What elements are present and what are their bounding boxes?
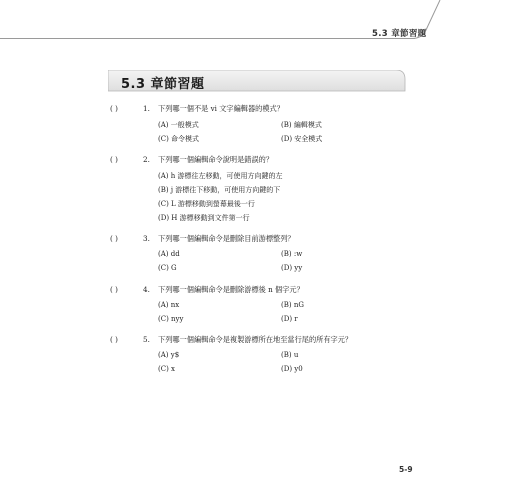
option-a: (A) h 游標往左移動，可使用方向鍵的左 [158,172,283,180]
running-header-title: 5.3 章節習題 [372,29,427,39]
question-text: 下列哪一個編輯命令是刪除目前游標整列？ [158,234,295,243]
question-stem [108,233,408,247]
option-d: (D) r [281,315,298,323]
option-b: (B) j 游標往下移動，可使用方向鍵的下 [158,186,281,194]
question-1 [108,103,408,143]
option-c: (C) L 游標移動到螢幕最後一行 [158,200,255,208]
page-number: 5-9 [399,465,413,474]
question-4 [108,284,408,323]
option-d: (D) 安全模式 [281,135,323,143]
answer-blank: ( ) [110,285,118,294]
option-a: (A) nx [158,301,180,309]
option-c: (C) nyy [158,315,184,323]
option-d: (D) y0 [281,365,303,373]
question-text: 下列哪一個編輯命令是複製游標所在地至當行尾的所有字元？ [158,335,353,344]
question-3 [108,233,408,272]
question-2 [108,154,408,222]
option-b: (B) 編輯模式 [281,121,322,129]
question-number: 3. [143,234,150,243]
option-a: (A) 一般模式 [158,121,199,129]
question-5 [108,334,408,373]
answer-blank: ( ) [110,335,118,344]
section-title: 5.3 章節習題 [121,77,205,92]
question-text: 下列哪一個編輯命令是刪除游標後 n 個字元？ [158,285,304,294]
option-b: (B) u [281,351,299,359]
question-stem [108,334,408,348]
answer-blank: ( ) [110,155,118,164]
answer-blank: ( ) [110,234,118,243]
question-stem [108,284,408,298]
question-text: 下列哪一個不是 vi 文字編輯器的模式？ [158,104,284,113]
question-stem [108,154,408,168]
option-c: (C) 命令模式 [158,135,200,143]
running-header [0,0,520,44]
option-a: (A) y$ [158,351,180,359]
option-a: (A) dd [158,250,180,258]
option-c: (C) G [158,264,177,272]
question-number: 4. [143,285,150,294]
header-rule [0,38,415,39]
option-c: (C) x [158,365,175,373]
option-b: (B) nG [281,301,304,309]
question-stem [108,103,408,117]
option-d: (D) yy [281,264,303,272]
question-number: 1. [143,104,150,113]
option-d: (D) H 游標移動到文件第一行 [158,214,250,222]
question-number: 2. [143,155,150,164]
question-number: 5. [143,335,150,344]
option-b: (B) :w [281,250,303,258]
answer-blank: ( ) [110,104,118,113]
question-text: 下列哪一個編輯命令說明是錯誤的？ [158,155,274,164]
